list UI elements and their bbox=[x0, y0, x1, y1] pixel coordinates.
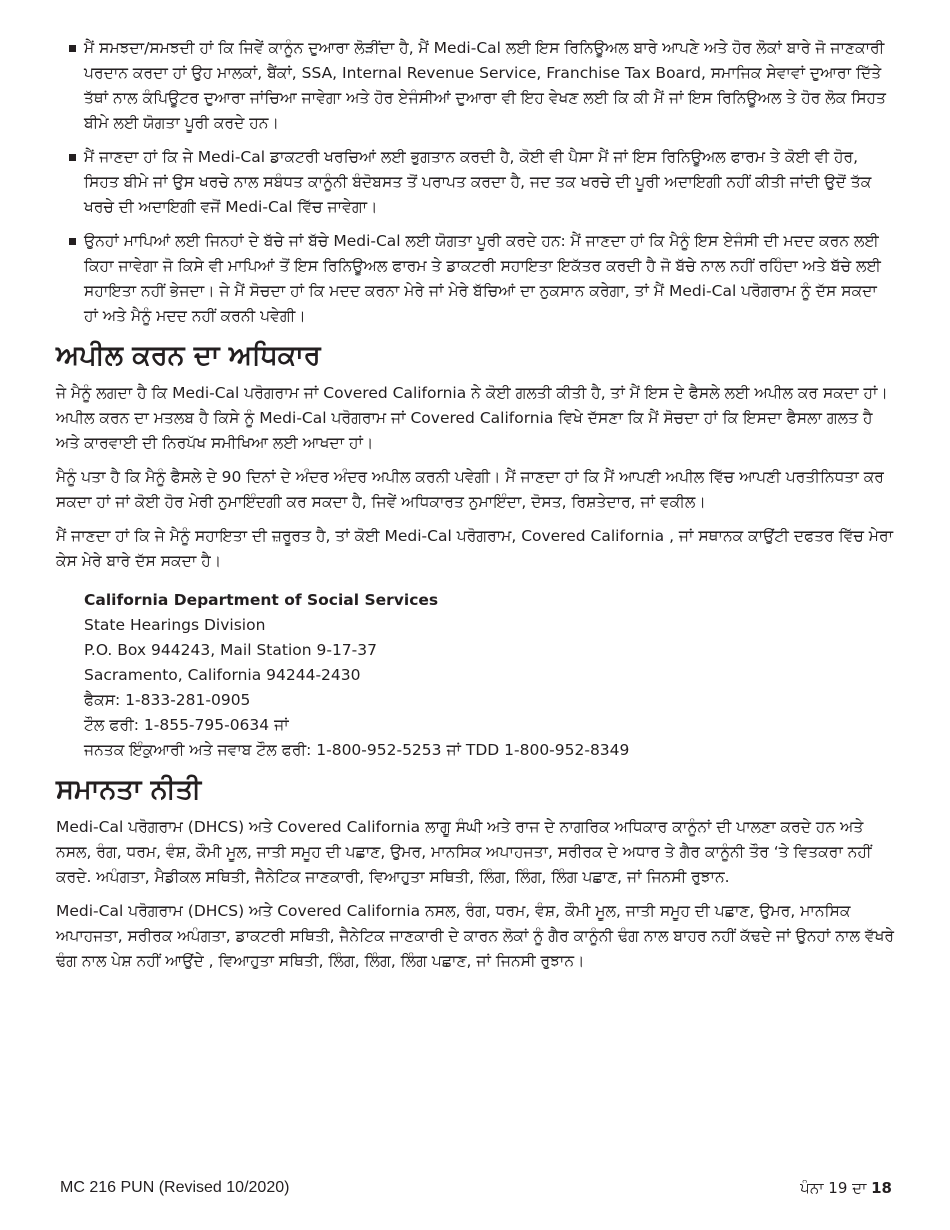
page-total: 18 bbox=[871, 1179, 892, 1197]
appeal-heading: ਅਪੀਲ ਕਰਨ ਦਾ ਅਧਿਕਾਰ bbox=[56, 340, 321, 371]
list-item-text: ਉਨਹਾਂ ਮਾਪਿਆਂ ਲਈ ਜਿਨਹਾਂ ਦੇ ਬੱਚੇ ਜਾਂ ਬੱਚੇ Medi-Cal ਲਈ ਯੋਗਤਾ ਪੂਰੀ ਕਰਦੇ ਹਨ: ਮੈਂ ਜਾਣਦਾ ਹਾਂ ਕਿ ਮੈਨੂੰ ਇਸ ਏਜੰਸੀ ਦੀ ਮਦਦ ਕਰਨ ਲਈ ਕਿਹਾ ਜਾਵੇਗਾ ਜੋ ਕਿਸੇ ਵੀ ਮਾਪਿਆਂ ਤੋਂ ਇਸ ਰਿਨਿਊਅਲ ਫਾਰਮ ਤੇ ਡਾਕਟਰੀ ਸਹਾਇਤਾ ਇਕੱਤਰ ਕਰਦੀ ਹੈ ਜੋ ਬੱਚੇ ਨਾਲ ਨਹੀਂ ਰਹਿੰਦਾ ਅਤੇ ਬੱਚੇ ਲਈ ਸਹਾਇਤਾ ਨਹੀਂ ਭੇਜਦਾ। ਜੇ ਮੈਂ ਸੋਚਦਾ ਹਾਂ ਕਿ ਮਦਦ ਕਰਨਾ ਮੇਰੇ ਜਾਂ ਮੇਰੇ ਬੱਚਿਆਂ ਦਾ ਨੁਕਸਾਨ ਕਰੇਗਾ, ਤਾਂ ਮੈਂ Medi-Cal ਪਰੋਗਰਾਮ ਨੂੰ ਦੱਸ ਸਕਦਾ ਹਾਂ ਅਤੇ ਮੈਨੂੰ ਮਦਦ ਨਹੀਂ ਕਰਨੀ ਪਵੇਗੀ। bbox=[84, 232, 881, 325]
address-public-inquiry: ਜਨਤਕ ਇੰਕੁਆਰੀ ਅਤੇ ਜਵਾਬ ਟੌਲ ਫਰੀ: 1-800-952-5253 ਜਾਂ TDD 1-800-952-8349 bbox=[84, 741, 630, 759]
list-item bbox=[56, 145, 894, 220]
address-organization: California Department of Social Services bbox=[84, 591, 439, 609]
list-item-text: ਮੈਂ ਜਾਣਦਾ ਹਾਂ ਕਿ ਜੇ Medi-Cal ਡਾਕਟਰੀ ਖਰਚਿਆਂ ਲਈ ਭੁਗਤਾਨ ਕਰਦੀ ਹੈ, ਕੋਈ ਵੀ ਪੈਸਾ ਮੈਂ ਜਾਂ ਇਸ ਰਿਨਿਊਅਲ ਫਾਰਮ ਤੇ ਕੋਈ ਵੀ ਹੋਰ, ਸਿਹਤ ਬੀਮੇ ਜਾਂ ਉਸ ਖਰਚੇ ਨਾਲ ਸਬੰਧਤ ਕਾਨੂੰਨੀ ਬੰਦੋਬਸਤ ਤੋਂ ਪਰਾਪਤ ਕਰਦਾ ਹੈ, ਜਦ ਤਕ ਖਰਚੇ ਦੀ ਪੂਰੀ ਅਦਾਇਗੀ ਨਹੀਂ ਕੀਤੀ ਜਾਂਦੀ ਉਦੋਂ ਤੱਕ ਖਰਚੇ ਦੀ ਅਦਾਇਗੀ ਵਜੋਂ Medi-Cal ਵਿੱਚ ਜਾਵੇਗਾ। bbox=[84, 148, 872, 216]
bullet-marker-icon bbox=[69, 154, 76, 161]
bullet-marker-icon bbox=[69, 238, 76, 245]
list-item bbox=[56, 229, 894, 329]
equality-paragraph: Medi-Cal ਪਰੋਗਰਾਮ (DHCS) ਅਤੇ Covered California ਨਸਲ, ਰੰਗ, ਧਰਮ, ਵੰਸ਼, ਕੌਮੀ ਮੂਲ, ਜਾਤੀ ਸਮੂਹ ਦੀ ਪਛਾਣ, ਉਮਰ, ਮਾਨਸਿਕ ਅਪਾਹਜਤਾ, ਸਰੀਰਕ ਅਪੰਗਤਾ, ਡਾਕਟਰੀ ਸਥਿਤੀ, ਜੈਨੇਟਿਕ ਜਾਣਕਾਰੀ ਦੇ ਕਾਰਨ ਲੋਕਾਂ ਨੂੰ ਗੈਰ ਕਾਨੂੰਨੀ ਢੰਗ ਨਾਲ ਬਾਹਰ ਨਹੀਂ ਕੱਢਦੇ ਜਾਂ ਉਨਹਾਂ ਨਾਲ ਵੱਖਰੇ ਢੰਗ ਨਾਲ ਪੇਸ਼ ਨਹੀਂ ਆਉਂਦੇ , ਵਿਆਹੁਤਾ ਸਥਿਤੀ, ਲਿੰਗ, ਲਿੰਗ, ਲਿੰਗ ਪਛਾਣ, ਜਾਂ ਜਿਨਸੀ ਰੁਝਾਨ। bbox=[56, 902, 895, 970]
equality-paragraph: Medi-Cal ਪਰੋਗਰਾਮ (DHCS) ਅਤੇ Covered California ਲਾਗੂ ਸੰਘੀ ਅਤੇ ਰਾਜ ਦੇ ਨਾਗਰਿਕ ਅਧਿਕਾਰ ਕਾਨੂੰਨਾਂ ਦੀ ਪਾਲਣਾ ਕਰਦੇ ਹਨ ਅਤੇ ਨਸਲ, ਰੰਗ, ਧਰਮ, ਵੰਸ਼, ਕੌਮੀ ਮੂਲ, ਜਾਤੀ ਸਮੂਹ ਦੀ ਪਛਾਣ, ਉਮਰ, ਮਾਨਸਿਕ ਅਪਾਹਜਤਾ, ਸਰੀਰਕ ਦੇ ਅਧਾਰ ਤੇ ਗੈਰ ਕਾਨੂੰਨੀ ਤੌਰ ‘ਤੇ ਵਿਤਕਰਾ ਨਹੀਂ ਕਰਦੇ. ਅਪੰਗਤਾ, ਮੈਡੀਕਲ ਸਥਿਤੀ, ਜੈਨੇਟਿਕ ਜਾਣਕਾਰੀ, ਵਿਆਹੁਤਾ ਸਥਿਤੀ, ਲਿੰਗ, ਲਿੰਗ, ਲਿੰਗ ਪਛਾਣ, ਜਾਂ ਜਿਨਸੀ ਰੁਝਾਨ. bbox=[56, 818, 872, 886]
address-po-box: P.O. Box 944243, Mail Station 9-17-37 bbox=[84, 641, 377, 659]
equality-heading: ਸਮਾਨਤਾ ਨੀਤੀ bbox=[56, 774, 202, 805]
acknowledgement-list bbox=[56, 36, 894, 329]
document-page bbox=[56, 36, 894, 983]
list-item bbox=[56, 36, 894, 136]
page-number bbox=[800, 1179, 892, 1197]
form-id: MC 216 PUN (Revised 10/2020) bbox=[60, 1179, 290, 1196]
bullet-marker-icon bbox=[69, 45, 76, 52]
appeal-paragraph: ਮੈਨੂੰ ਪਤਾ ਹੈ ਕਿ ਮੈਨੂੰ ਫੈਸਲੇ ਦੇ 90 ਦਿਨਾਂ ਦੇ ਅੰਦਰ ਅੰਦਰ ਅਪੀਲ ਕਰਨੀ ਪਵੇਗੀ। ਮੈਂ ਜਾਣਦਾ ਹਾਂ ਕਿ ਮੈਂ ਆਪਣੀ ਅਪੀਲ ਵਿੱਚ ਆਪਣੀ ਪਰਤੀਨਿਧਤਾ ਕਰ ਸਕਦਾ ਹਾਂ ਜਾਂ ਕੋਈ ਹੋਰ ਮੇਰੀ ਨੁਮਾਇੰਦਗੀ ਕਰ ਸਕਦਾ ਹੈ, ਜਿਵੇਂ ਅਧਿਕਾਰਤ ਨੁਮਾਇੰਦਾ, ਦੋਸਤ, ਰਿਸ਼ਤੇਦਾਰ, ਜਾਂ ਵਕੀਲ। bbox=[56, 468, 884, 511]
address-fax: ਫੈਕਸ: 1-833-281-0905 bbox=[84, 691, 251, 709]
mailing-address bbox=[84, 588, 894, 763]
address-toll-free: ਟੌਲ ਫਰੀ: 1-855-795-0634 ਜਾਂ bbox=[84, 716, 289, 734]
address-city: Sacramento, California 94244-2430 bbox=[84, 666, 361, 684]
appeal-paragraph: ਜੇ ਮੈਨੂੰ ਲਗਦਾ ਹੈ ਕਿ Medi-Cal ਪਰੋਗਰਾਮ ਜਾਂ Covered California ਨੇ ਕੋਈ ਗਲਤੀ ਕੀਤੀ ਹੈ, ਤਾਂ ਮੈਂ ਇਸ ਦੇ ਫੈਸਲੇ ਲਈ ਅਪੀਲ ਕਰ ਸਕਦਾ ਹਾਂ। ਅਪੀਲ ਕਰਨ ਦਾ ਮਤਲਬ ਹੈ ਕਿਸੇ ਨੂੰ Medi-Cal ਪਰੋਗਰਾਮ ਜਾਂ Covered California ਵਿਖੇ ਦੱਸਣਾ ਕਿ ਮੈਂ ਸੋਚਦਾ ਹਾਂ ਕਿ ਇਸਦਾ ਫੈਸਲਾ ਗਲਤ ਹੈ ਅਤੇ ਕਾਰਵਾਈ ਦੀ ਨਿਰਪੱਖ ਸਮੀਖਿਆ ਲਈ ਆਖਦਾ ਹਾਂ। bbox=[56, 384, 888, 452]
appeal-paragraph: ਮੈਂ ਜਾਣਦਾ ਹਾਂ ਕਿ ਜੇ ਮੈਨੂੰ ਸਹਾਇਤਾ ਦੀ ਜ਼ਰੂਰਤ ਹੈ, ਤਾਂ ਕੋਈ Medi-Cal ਪਰੋਗਰਾਮ, Covered California , ਜਾਂ ਸਥਾਨਕ ਕਾਉਂਟੀ ਦਫਤਰ ਵਿੱਚ ਮੇਰਾ ਕੇਸ ਮੇਰੇ ਬਾਰੇ ਦੱਸ ਸਕਦਾ ਹੈ। bbox=[56, 527, 894, 570]
page-number-prefix: ਪੰਨਾ 19 ਦਾ bbox=[800, 1179, 872, 1197]
list-item-text: ਮੈਂ ਸਮਝਦਾ/ਸਮਝਦੀ ਹਾਂ ਕਿ ਜਿਵੇਂ ਕਾਨੂੰਨ ਦੁਆਰਾ ਲੋੜੀਂਦਾ ਹੈ, ਮੈਂ Medi-Cal ਲਈ ਇਸ ਰਿਨਿਊਅਲ ਬਾਰੇ ਆਪਣੇ ਅਤੇ ਹੋਰ ਲੋਕਾਂ ਬਾਰੇ ਜੋ ਜਾਣਕਾਰੀ ਪਰਦਾਨ ਕਰਦਾ ਹਾਂ ਉਹ ਮਾਲਕਾਂ, ਬੈਂਕਾਂ, SSA, Internal Revenue Service, Franchise Tax Board, ਸਮਾਜਿਕ ਸੇਵਾਵਾਂ ਦੁਆਰਾ ਦਿੱਤੇ ਤੱਥਾਂ ਨਾਲ ਕੰਪਿਊਟਰ ਦੁਆਰਾ ਜਾਂਚਿਆ ਜਾਵੇਗਾ ਅਤੇ ਹੋਰ ਏਜੰਸੀਆਂ ਦੁਆਰਾ ਵੀ ਇਹ ਵੇਖਣ ਲਈ ਕਿ ਕੀ ਮੈਂ ਜਾਂ ਇਸ ਰਿਨਿਊਅਲ ਤੇ ਹੋਰ ਲੋਕ ਸਿਹਤ ਬੀਮੇ ਲਈ ਯੋਗਤਾ ਪੂਰੀ ਕਰਦੇ ਹਨ। bbox=[84, 39, 886, 132]
address-division: State Hearings Division bbox=[84, 616, 266, 634]
